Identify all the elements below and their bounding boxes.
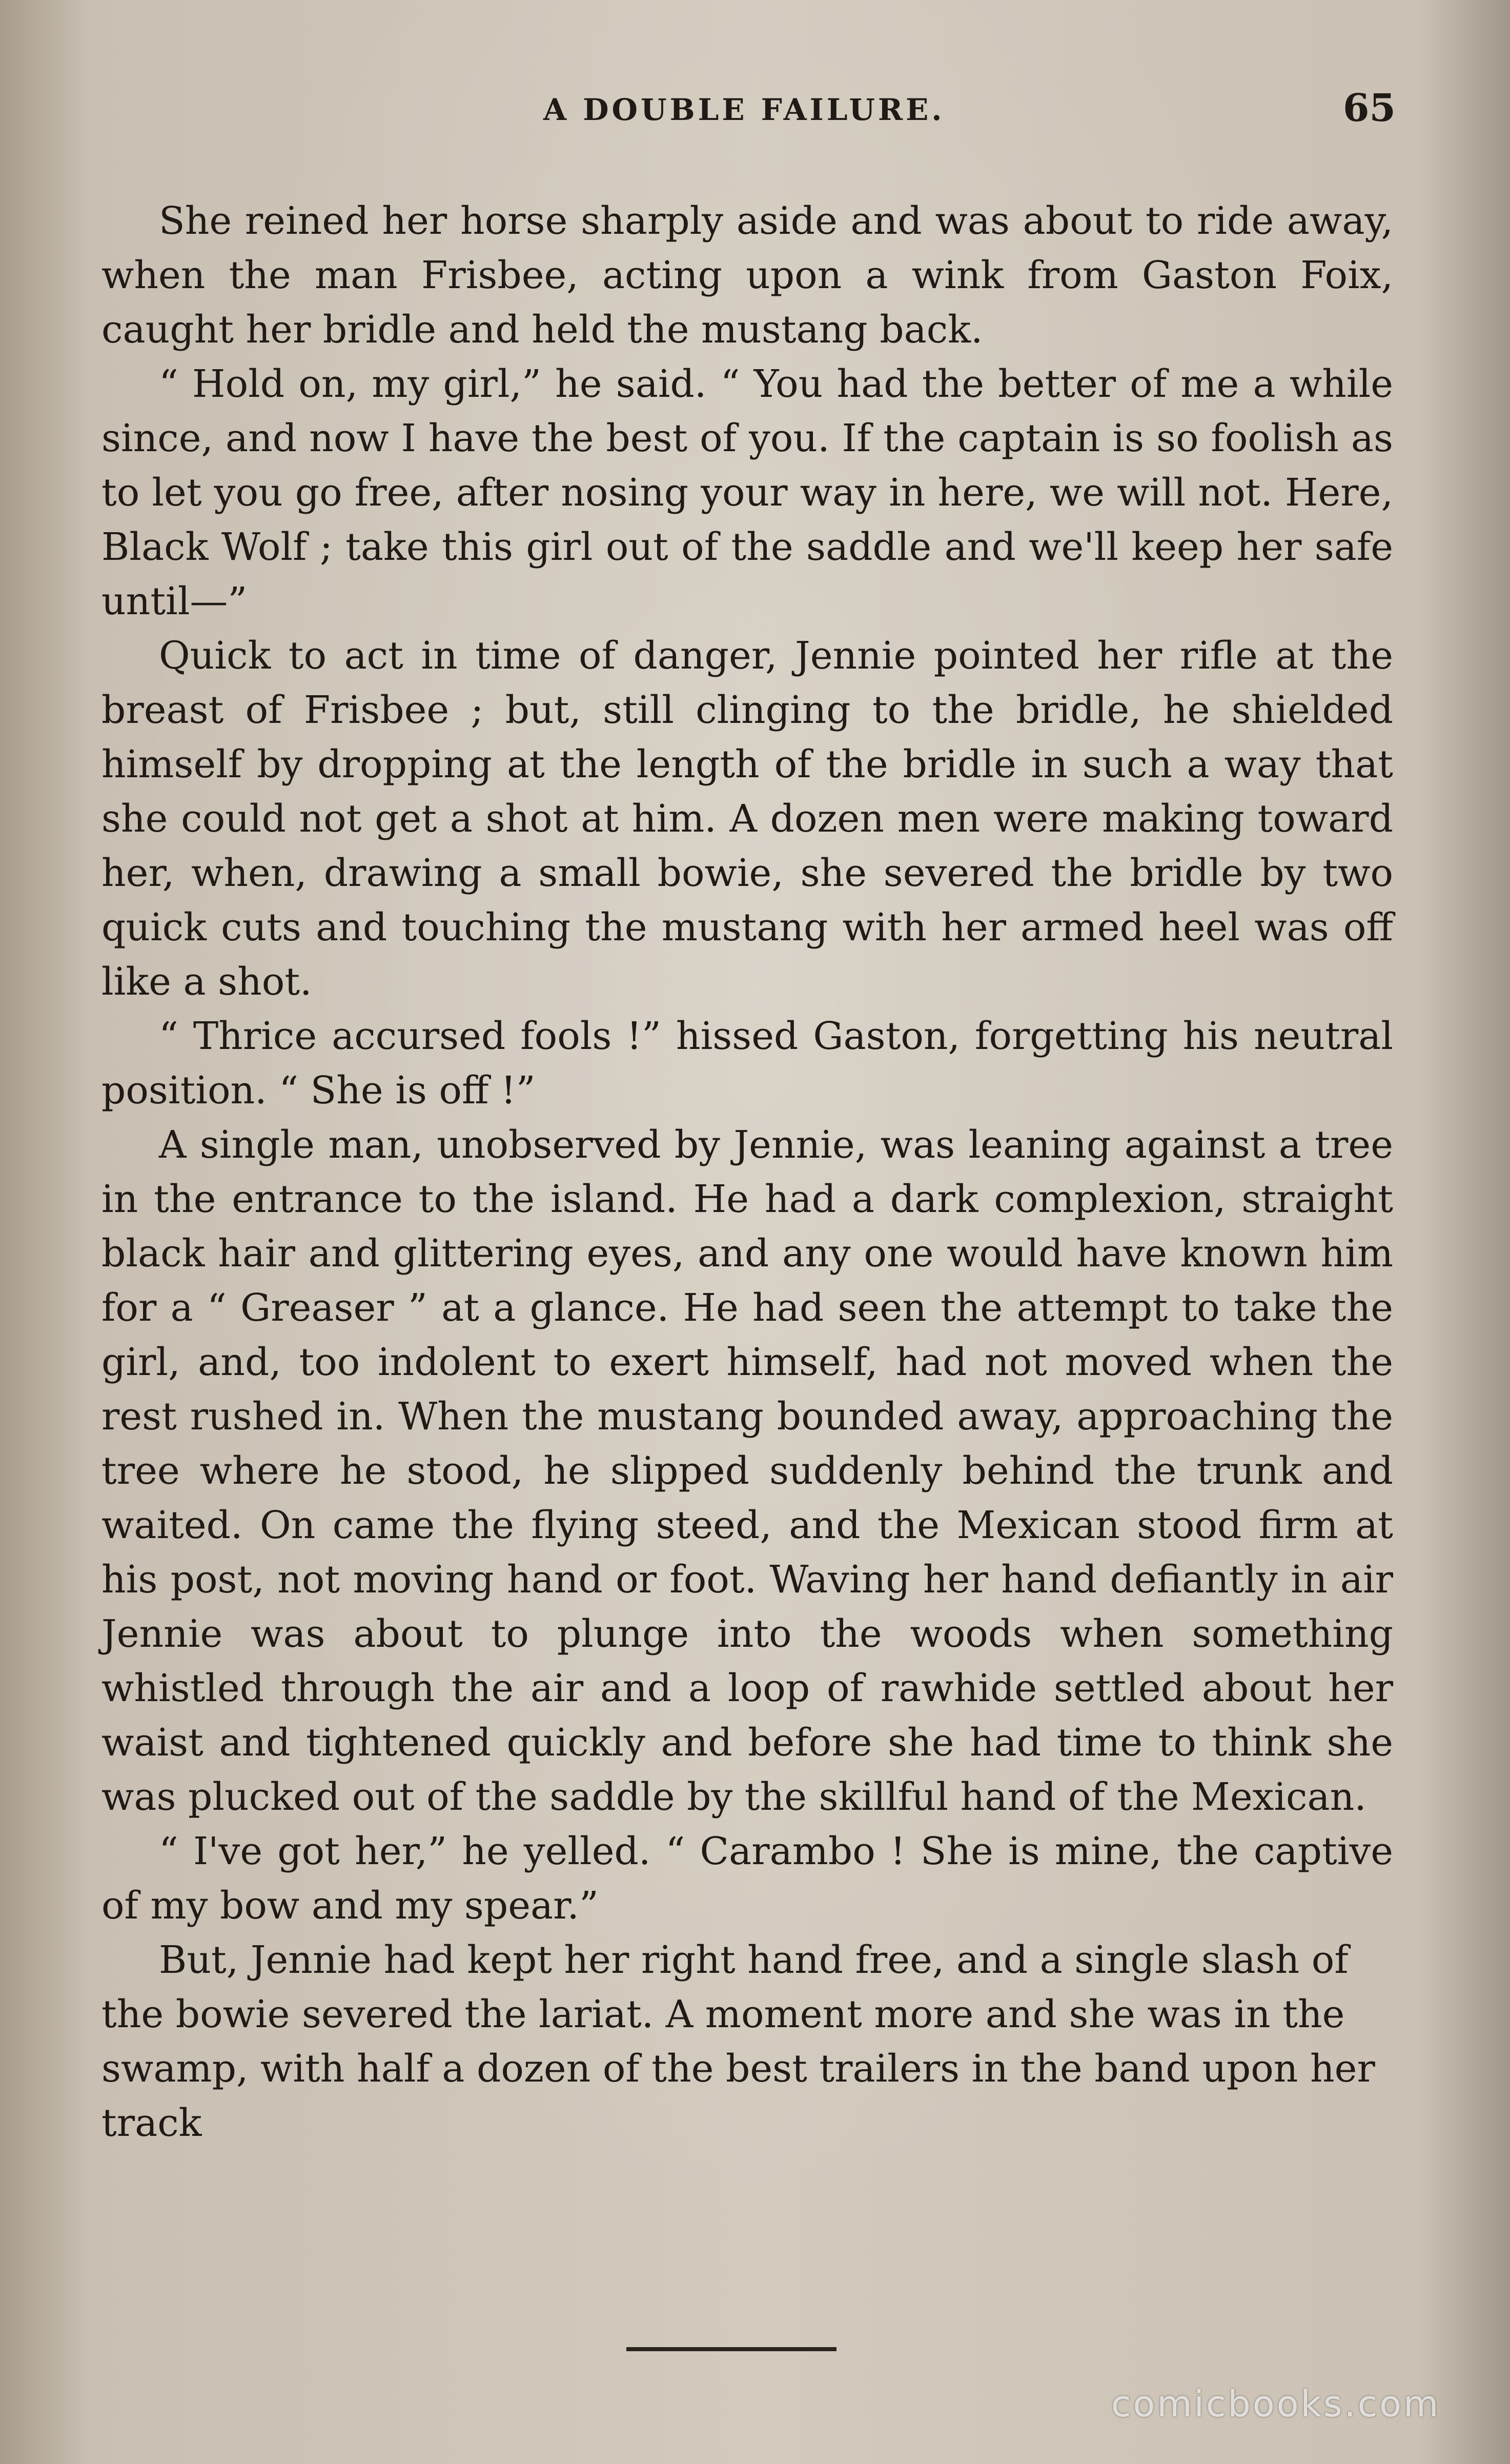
paragraph: Quick to act in time of danger, Jennie pointed her rifle at the breast of Frisbee ; but, still clinging to the bridle, he shielded himself by dropping at the length of the bridle in such a way that she could not get a shot at him. A dozen men were making toward her, when, drawing a small bowie, she severed the bridle by two quick cuts and touching the mustang with her armed heel was off like a shot. (101, 634, 1393, 1004)
page-header (0, 86, 1510, 143)
watermark: comicbooks.com (1111, 2383, 1441, 2425)
page-number: 65 (1343, 86, 1396, 130)
paragraph: “ Hold on, my girl,” he said. “ You had the better of me a while since, and now I have the best of you. If the captain is so foolish as to let you go free, after nosing your way in here, we will not. Here, Black Wolf ; take this girl out of the saddle and we'll keep her safe until—” (101, 362, 1393, 623)
paragraph: She reined her horse sharply aside and was about to ride away, when the man Frisbee, acting upon a wink from Gaston Foix, caught her bridle and held the mustang back. (101, 199, 1393, 352)
running-title: A DOUBLE FAILURE. (543, 92, 945, 127)
body-text (101, 194, 1393, 2150)
paragraph: A single man, unobserved by Jennie, was leaning against a tree in the entrance to the island. He had a dark complexion, straight black hair and glittering eyes, and any one would have known him for a “ Greaser ” at a glance. He had seen the attempt to take the girl, and, too indolent to exert himself, had not moved when the rest rushed in. When the mustang bounded away, approaching the tree where he stood, he slipped suddenly behind the trunk and waited. On came the flying steed, and the Mexican stood firm at his post, not moving hand or foot. Waving her hand defiantly in air Jennie was about to plunge into the woods when something whistled through the air and a loop of rawhide settled about her waist and tightened quickly and before she had time to think she was plucked out of the saddle by the skillful hand of the Mexican. (101, 1123, 1393, 1819)
section-divider (626, 2347, 836, 2351)
paragraph: “ I've got her,” he yelled. “ Carambo ! She is mine, the captive of my bow and my spear.” (101, 1829, 1393, 1928)
paragraph: “ Thrice accursed fools !” hissed Gaston, forgetting his neutral position. “ She is off !” (101, 1014, 1393, 1113)
paragraph: But, Jennie had kept her right hand free, and a single slash of the bowie severed the lariat. A moment more and she was in the swamp, with half a dozen of the best trailers in the band upon her track (101, 1938, 1375, 2145)
